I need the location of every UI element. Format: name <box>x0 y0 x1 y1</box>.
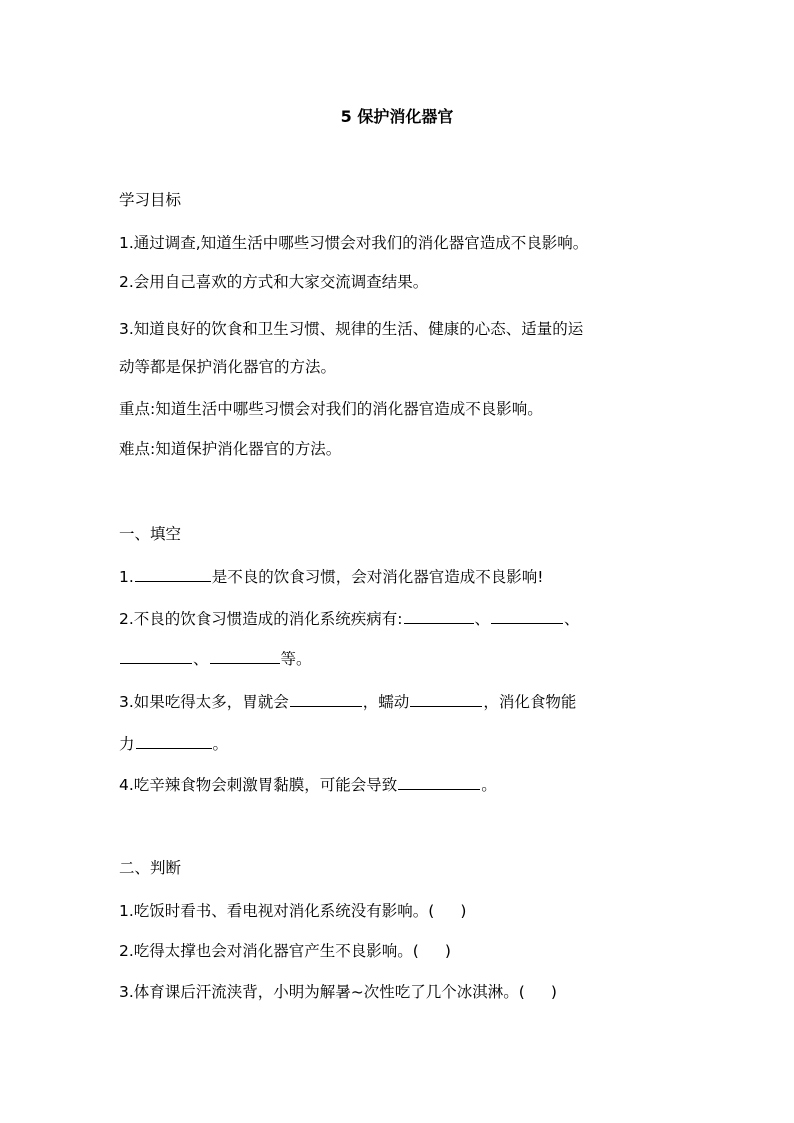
fill-q4-prefix: 4.吃辛辣食物会刺激胃黏膜，可能会导致 <box>119 776 398 794</box>
fill-q2-sep: 、 <box>564 610 580 628</box>
fill-question-2-cont <box>119 647 312 670</box>
fill-question-1 <box>119 565 544 588</box>
fill-q4-end: 。 <box>481 776 497 794</box>
answer-parentheses[interactable]: ( ) <box>518 983 557 1001</box>
judge-item-text: 1.吃饭时看书、看电视对消化系统没有影响。 <box>119 902 429 920</box>
fill-q3-mid2: ，消化食物能 <box>483 693 577 711</box>
fill-question-4 <box>119 773 497 796</box>
fill-q3-mid1: ，蠕动 <box>362 693 410 711</box>
fill-blank[interactable] <box>491 607 563 624</box>
judge-item-2 <box>119 940 451 962</box>
fill-q2-sep: 、 <box>474 610 491 628</box>
objectives-heading: 学习目标 <box>119 191 182 209</box>
fill-blank[interactable] <box>135 565 211 582</box>
answer-parentheses[interactable]: ( ) <box>412 942 451 960</box>
fill-q1-prefix: 1. <box>119 568 134 586</box>
fill-question-3-cont <box>119 732 228 755</box>
objective-item-3-cont: 动等都是保护消化器官的方法。 <box>119 358 337 376</box>
judge-item-text: 3.体育课后汗流浃背，小明为解暑~次性吃了几个冰淇淋。 <box>119 983 519 1001</box>
fill-blank[interactable] <box>410 690 482 707</box>
fill-blank[interactable] <box>136 732 212 749</box>
fill-blank[interactable] <box>210 647 280 664</box>
fill-q3-prefix: 3.如果吃得太多，胃就会 <box>119 693 289 711</box>
fill-question-2 <box>119 607 580 630</box>
fill-question-3 <box>119 690 576 713</box>
fill-q2-sep: 、 <box>193 650 209 668</box>
judge-heading: 二、判断 <box>119 859 182 877</box>
fill-q3-line2-prefix: 力 <box>119 735 135 753</box>
fill-blank[interactable] <box>398 773 480 790</box>
objective-item-2: 2.会用自己喜欢的方式和大家交流调查结果。 <box>119 273 429 291</box>
fill-q3-end: 。 <box>212 735 229 753</box>
judge-item-3 <box>119 981 557 1003</box>
fill-q1-suffix: 是不良的饮食习惯，会对消化器官造成不良影响! <box>211 568 544 586</box>
fill-blank[interactable] <box>404 607 474 624</box>
key-point: 重点:知道生活中哪些习惯会对我们的消化器官造成不良影响。 <box>119 400 543 418</box>
fill-blank[interactable] <box>120 647 192 664</box>
objective-item-3: 3.知道良好的饮食和卫生习惯、规律的生活、健康的心态、适量的运 <box>119 320 584 338</box>
difficulty-point: 难点:知道保护消化器官的方法。 <box>119 440 342 458</box>
judge-item-text: 2.吃得太撑也会对消化器官产生不良影响。 <box>119 942 413 960</box>
judge-item-1 <box>119 900 466 922</box>
fill-blank[interactable] <box>290 690 362 707</box>
answer-parentheses[interactable]: ( ) <box>428 902 467 920</box>
page-title: 5 保护消化器官 <box>340 107 454 126</box>
fill-heading: 一、填空 <box>119 525 182 543</box>
fill-q2-end: 等。 <box>280 650 312 668</box>
objective-item-1: 1.通过调查,知道生活中哪些习惯会对我们的消化器官造成不良影响。 <box>119 234 589 252</box>
fill-q2-prefix: 2.不良的饮食习惯造成的消化系统疾病有: <box>119 610 403 628</box>
